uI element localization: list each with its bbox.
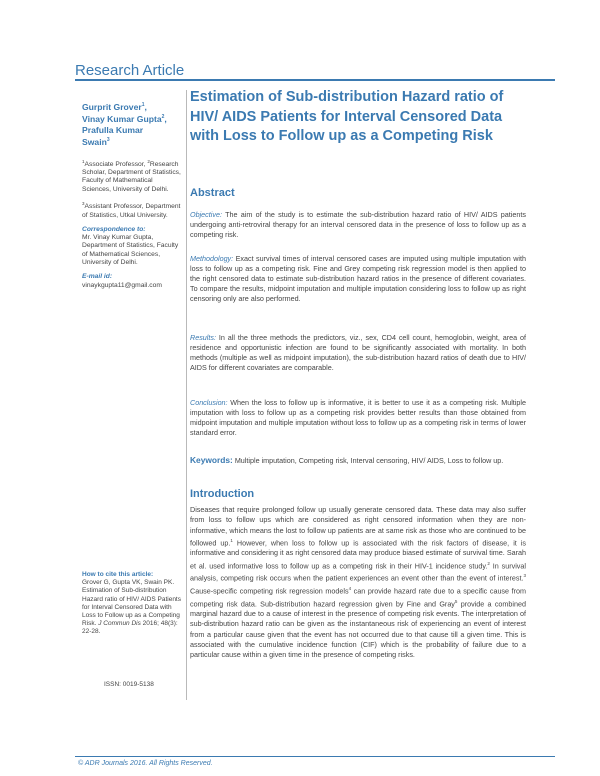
affiliation-sup: 2 xyxy=(147,158,150,164)
citation-label: How to cite this article: xyxy=(82,571,154,578)
author-name: Gurprit Grover xyxy=(82,101,142,112)
intro-text: can provide hazard rate due to a specific cause from competing risk data. Sub-distribution hazard regression given by Fine and Gray xyxy=(190,586,526,608)
author-list: Gurprit Grover$^1$, Vinay Kumar Gupta$^2$, Prafulla Kumar Swain$^3$ xyxy=(82,101,167,148)
citation-block xyxy=(82,571,182,637)
introduction-body xyxy=(190,505,526,660)
methodology-text: Exact survival times of interval censored cases are imputed using multiple imputation with loss to follow up as a competing risk. Fine and Grey competing risk regression model is then applied to the right censored data to estimate sub-distribution hazard ratios in the presence of different covariates. To compare the results, midpoint imputation and multiple imputation considering loss to follow up as right censoring only are also performed. xyxy=(190,254,526,303)
objective-text: The aim of the study is to estimate the sub-distribution hazard ratio of HIV/ AIDS patients undergoing anti-retroviral therapy for an interval censored data in the presence of loss to follow up as a competing risk. xyxy=(190,210,526,239)
author-sup: 2 xyxy=(161,114,165,121)
keywords-label: Keywords: xyxy=(190,455,233,465)
keywords xyxy=(190,455,526,466)
citation-text: Grover G, Gupta VK, Swain PK. Estimation of Sub-distribution Hazard ratio of HIV/ AIDS Patients for Interval Censored Data with Loss to Follow up as a Competing Risk. xyxy=(82,579,181,628)
results-label: Results: xyxy=(190,333,216,342)
article-type-label: Research Article xyxy=(75,62,185,79)
copyright-footer: © ADR Journals 2016. All Rights Reserved. xyxy=(78,760,213,767)
keywords-text: Multiple imputation, Competing risk, Interval censoring, HIV/ AIDS, Loss to follow up. xyxy=(232,456,504,465)
citation-ref: 4 xyxy=(348,585,352,591)
author-sidebar xyxy=(82,100,182,296)
affiliation-text: Research Scholar, Department of Statistics, Faculty of Mathematical Sciences, University of Delhi. xyxy=(82,160,181,193)
citation-ref: 3 xyxy=(523,573,526,579)
author-name: Swain xyxy=(82,137,107,148)
introduction-heading: Introduction xyxy=(190,488,255,500)
correspondence-label: Correspondence to: xyxy=(82,225,146,233)
abstract-heading: Abstract xyxy=(190,187,235,199)
header-rule xyxy=(75,79,555,81)
abstract-objective xyxy=(190,210,526,240)
author-sup: 1 xyxy=(141,102,145,108)
conclusion-label: Conclusion: xyxy=(190,398,228,407)
footer-rule xyxy=(75,756,555,757)
affiliation-text: Assistant Professor, Department of Statistics, Utkal University. xyxy=(82,203,181,219)
affiliation-sup: 3 xyxy=(82,201,85,206)
affiliation-3 xyxy=(82,200,182,220)
objective-label: Objective: xyxy=(190,210,222,219)
intro-text: However, when loss to follow up is associated with the risk factors of disease, it is informative and considering it as right censored data may produce biased estimate of survival time. Sarah et al. used informative loss to follow up as a competing risk in their HIV-1 incidence study. xyxy=(190,538,526,571)
article-title: Estimation of Sub-distribution Hazard ratio of HIV/ AIDS Patients for Interval Censored Data with Loss to Follow up as a Competing Risk xyxy=(190,89,504,144)
author-name: Vinay Kumar Gupta xyxy=(82,114,162,125)
intro-text: Diseases that require prolonged follow up usually generate censored data. These data may also suffer from loss to follow ups which are considered as right censored information when they are non-informative, which means the lost to follow up patients are at same risk as those who are continued to be followed up. xyxy=(190,505,526,548)
email-block xyxy=(82,273,182,290)
citation-ref: 1 xyxy=(230,537,233,543)
citation-journal: J Commun Dis xyxy=(98,620,141,628)
intro-text: provide a combined marginal hazard due to a cause of interest in the presence of competing risk events. The interpretation of sub-distribution hazard ratio can be given as the instantaneous risk of experiencing an event of interest from a particular cause given that the event has not occurred due to that cause till a given time. This is associated with the cumulative incidence function (CIF) which is the probability of failure due to a particular cause within a given time in the presence of competing risks. xyxy=(190,598,526,660)
abstract-results xyxy=(190,333,526,373)
correspondence xyxy=(82,226,182,267)
author-sup: 3 xyxy=(106,137,110,144)
title-block xyxy=(190,88,526,147)
conclusion-text: When the loss to follow up is informative, it is better to use it as a competing risk. Multiple imputation with loss to follow up as a competing risk provides better results than those obtained from midpoint imputation and multiple imputation without loss to follow up as a competing risk in terms of lower standard error. xyxy=(190,398,526,437)
intro-text: Cause-specific competing risk regression models xyxy=(190,586,349,596)
citation-rest: 2016; 48(3): 22-28. xyxy=(82,620,178,636)
email-value[interactable]: vinaykgupta11@gmail.com xyxy=(82,281,162,289)
abstract-methodology xyxy=(190,254,526,304)
abstract-conclusion xyxy=(190,398,526,438)
affiliation-1-2 xyxy=(82,158,182,194)
email-label: E-mail id: xyxy=(82,273,113,281)
affiliation-sup: 1 xyxy=(82,158,85,164)
column-divider xyxy=(186,90,187,700)
methodology-label: Methodology: xyxy=(190,254,234,263)
author-name: Prafulla Kumar xyxy=(82,124,144,135)
issn: ISSN: 0019-5138 xyxy=(104,681,154,688)
correspondence-text: Mr. Vinay Kumar Gupta, Department of Statistics, Faculty of Mathematical Sciences, University of Delhi. xyxy=(82,234,179,267)
results-text: In all the three methods the predictors, viz., sex, CD4 cell count, hemoglobin, weight, area of residence and opportunistic infection are found to be significantly associated with mortality. In both methods (multiple as well as midpoint imputation), the sub-distribution hazard ratios of death due to HIV/ AIDS for different covariates are comparable. xyxy=(190,333,526,372)
affiliation-text: Associate Professor, xyxy=(84,160,148,168)
intro-text: In survival analysis, competing risk occurs when the patient experiences an event other than the event of interest. xyxy=(190,561,526,583)
citation-ref: 5 xyxy=(454,598,458,604)
citation-ref: 2 xyxy=(487,560,490,566)
